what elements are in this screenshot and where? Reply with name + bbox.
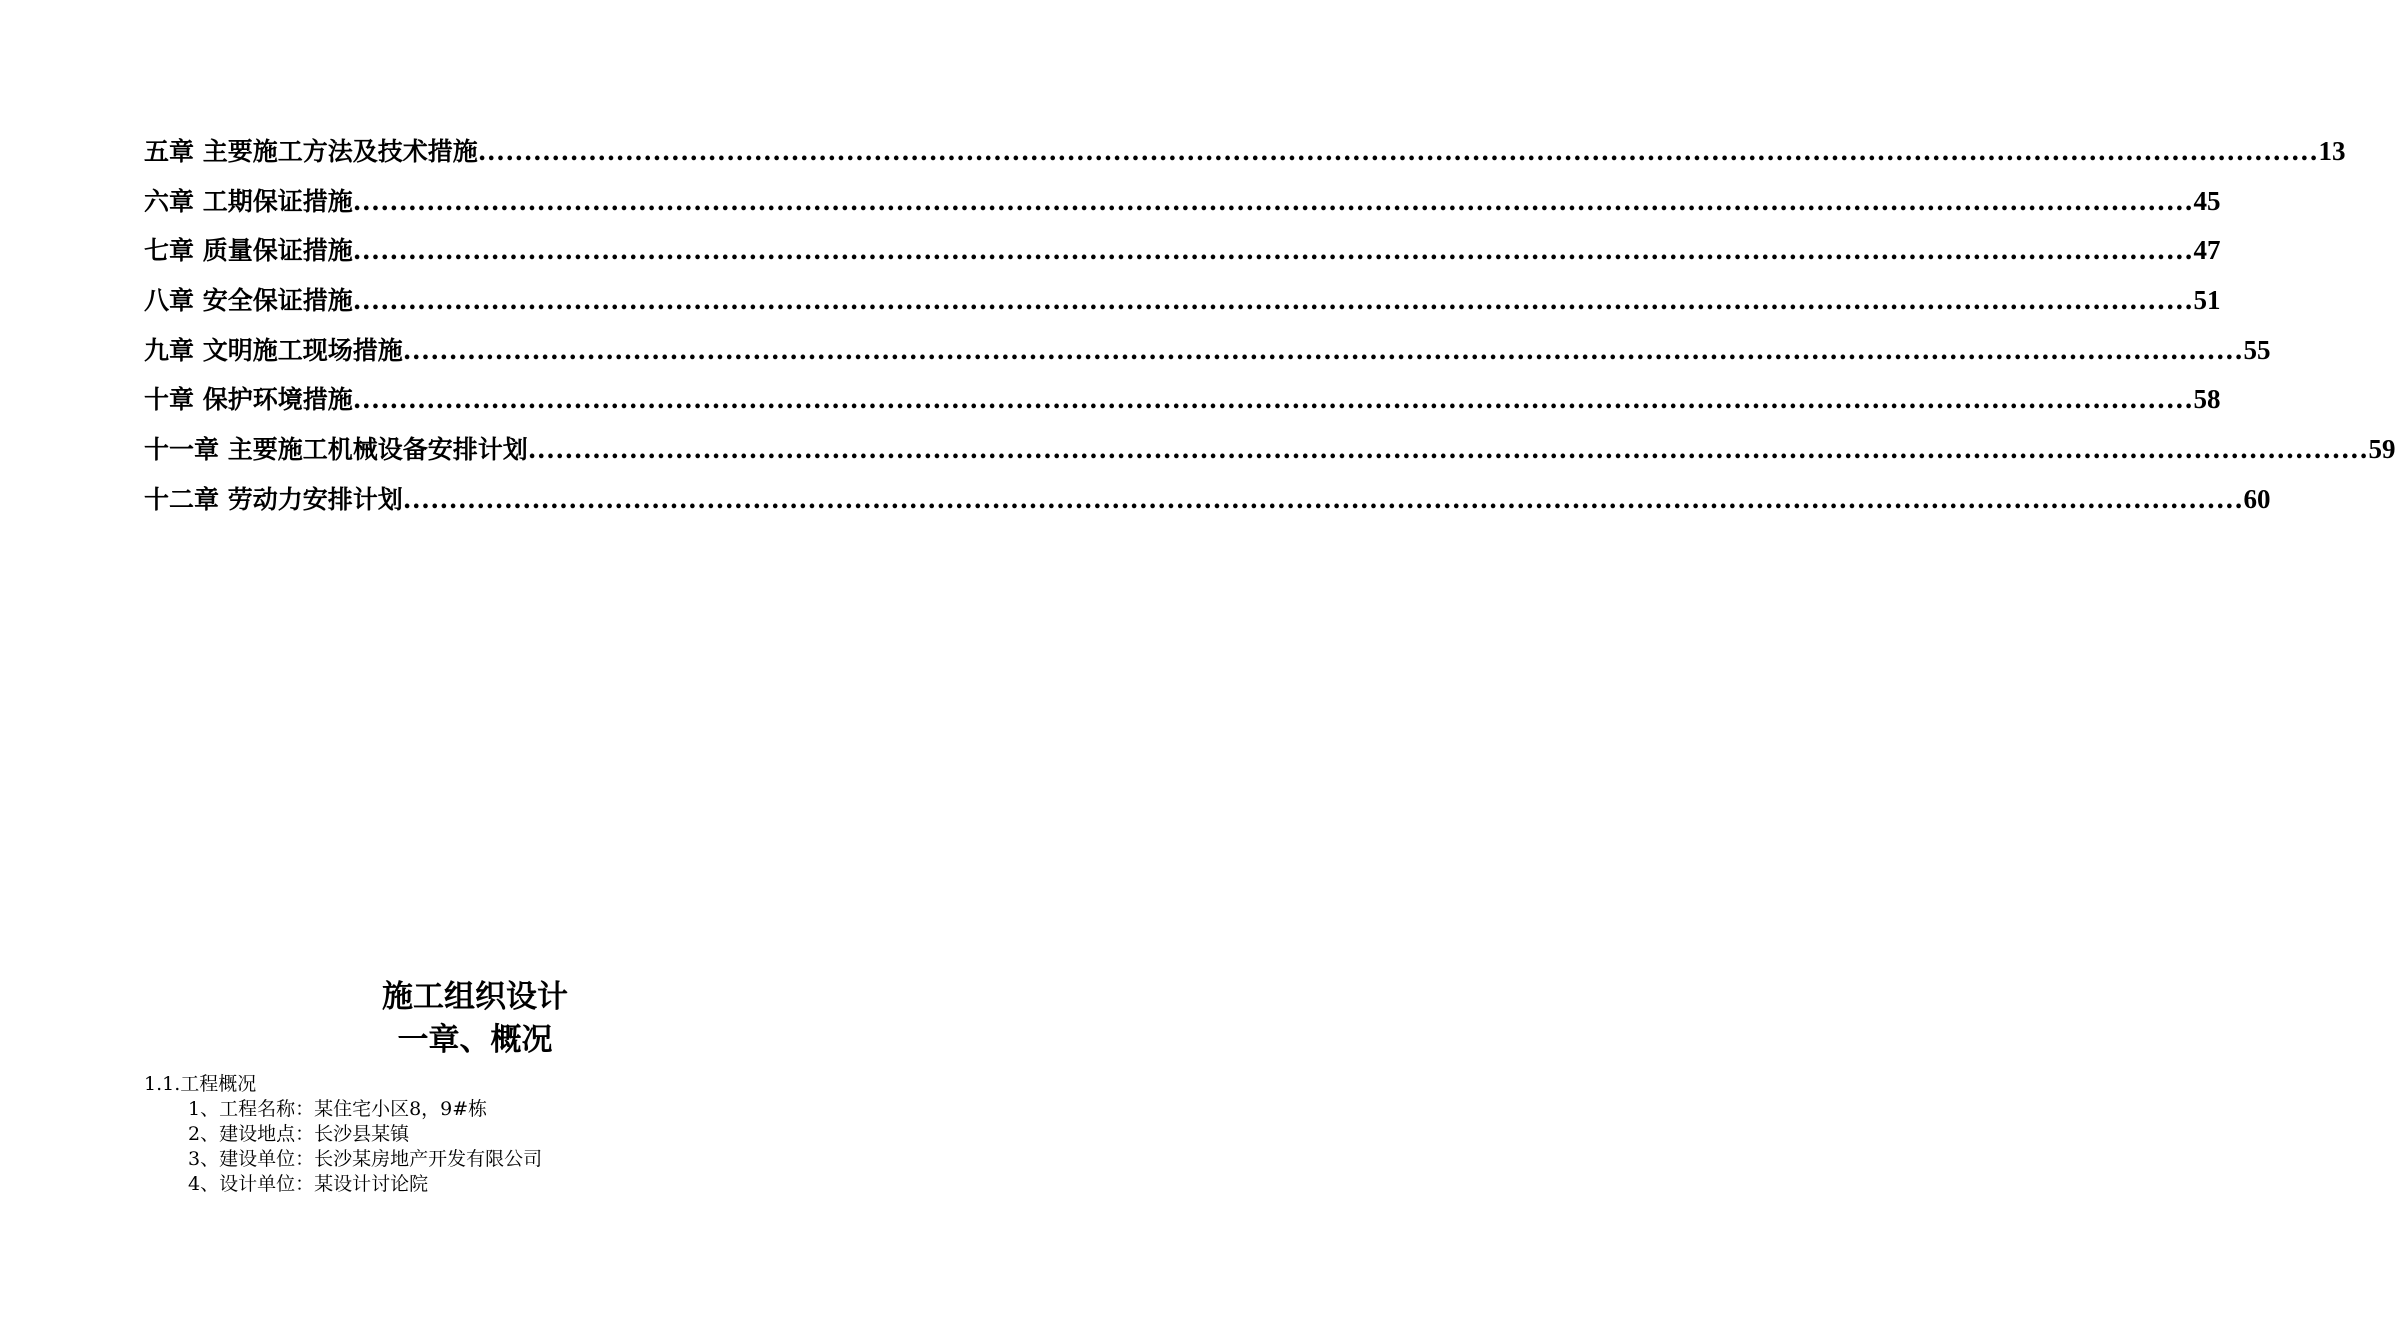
toc-dot-leader: ........................................................................................................................................................................................................ — [402, 484, 2244, 514]
toc-entry-label: 八章 安全保证措施 — [144, 286, 353, 316]
toc-entry-label: 十一章 主要施工机械设备安排计划 — [144, 435, 528, 465]
toc-entry-label: 六章 工期保证措施 — [144, 186, 353, 216]
toc-entry-page: 60 — [2243, 483, 2271, 514]
toc-entry-label: 五章 主要施工方法及技术措施 — [144, 137, 478, 166]
toc-entry-page: 51 — [2193, 285, 2221, 316]
toc-entry-page: 47 — [2193, 235, 2221, 266]
toc-entry-page: 45 — [2193, 185, 2221, 216]
developer-item: 3、建设单位：长沙某房地产开发有限公司 — [188, 1148, 543, 1170]
designer-item: 4、设计单位：某设计讨论院 — [188, 1173, 429, 1195]
toc-entry-page: 55 — [2243, 334, 2271, 365]
toc-entry-label: 七章 质量保证措施 — [144, 236, 353, 266]
toc-entry[interactable] — [144, 475, 2271, 525]
overview-section — [144, 1072, 542, 1197]
toc-entry[interactable] — [144, 226, 2221, 276]
section-heading: 1.1.工程概况 — [144, 1073, 257, 1095]
toc-dot-leader: ........................................................................................................................................................................................................ — [477, 137, 2319, 166]
toc-entry-label: 十二章 劳动力安排计划 — [144, 484, 403, 514]
toc-entry-page: 59 — [2368, 434, 2395, 465]
toc-entry[interactable] — [144, 177, 2221, 227]
toc-entry[interactable] — [144, 127, 2346, 177]
toc-dot-leader: ........................................................................................................................................................................................................ — [352, 385, 2194, 415]
table-of-contents — [144, 127, 2395, 525]
toc-entry[interactable] — [144, 425, 2395, 475]
toc-entry-label: 十章 保护环境措施 — [144, 385, 353, 415]
document-title: 施工组织设计 — [382, 979, 568, 1015]
project-name-item: 1、工程名称：某住宅小区8，9#栋 — [188, 1098, 488, 1120]
toc-dot-leader: ........................................................................................................................................................................................................ — [352, 286, 2194, 316]
toc-dot-leader: ........................................................................................................................................................................................................ — [527, 435, 2369, 465]
project-location-item: 2、建设地点：长沙县某镇 — [188, 1123, 410, 1145]
toc-entry-page: 13 — [2318, 136, 2346, 166]
toc-dot-leader: ........................................................................................................................................................................................................ — [352, 236, 2194, 266]
toc-entry[interactable] — [144, 326, 2271, 376]
toc-entry-page: 58 — [2193, 384, 2221, 415]
toc-entry-label: 九章 文明施工现场措施 — [144, 335, 403, 365]
toc-dot-leader: ........................................................................................................................................................................................................ — [402, 335, 2244, 365]
toc-dot-leader: ........................................................................................................................................................................................................ — [352, 186, 2194, 216]
chapter-title: 一章、概况 — [397, 1022, 553, 1058]
toc-entry[interactable] — [144, 276, 2221, 326]
toc-entry[interactable] — [144, 375, 2221, 425]
